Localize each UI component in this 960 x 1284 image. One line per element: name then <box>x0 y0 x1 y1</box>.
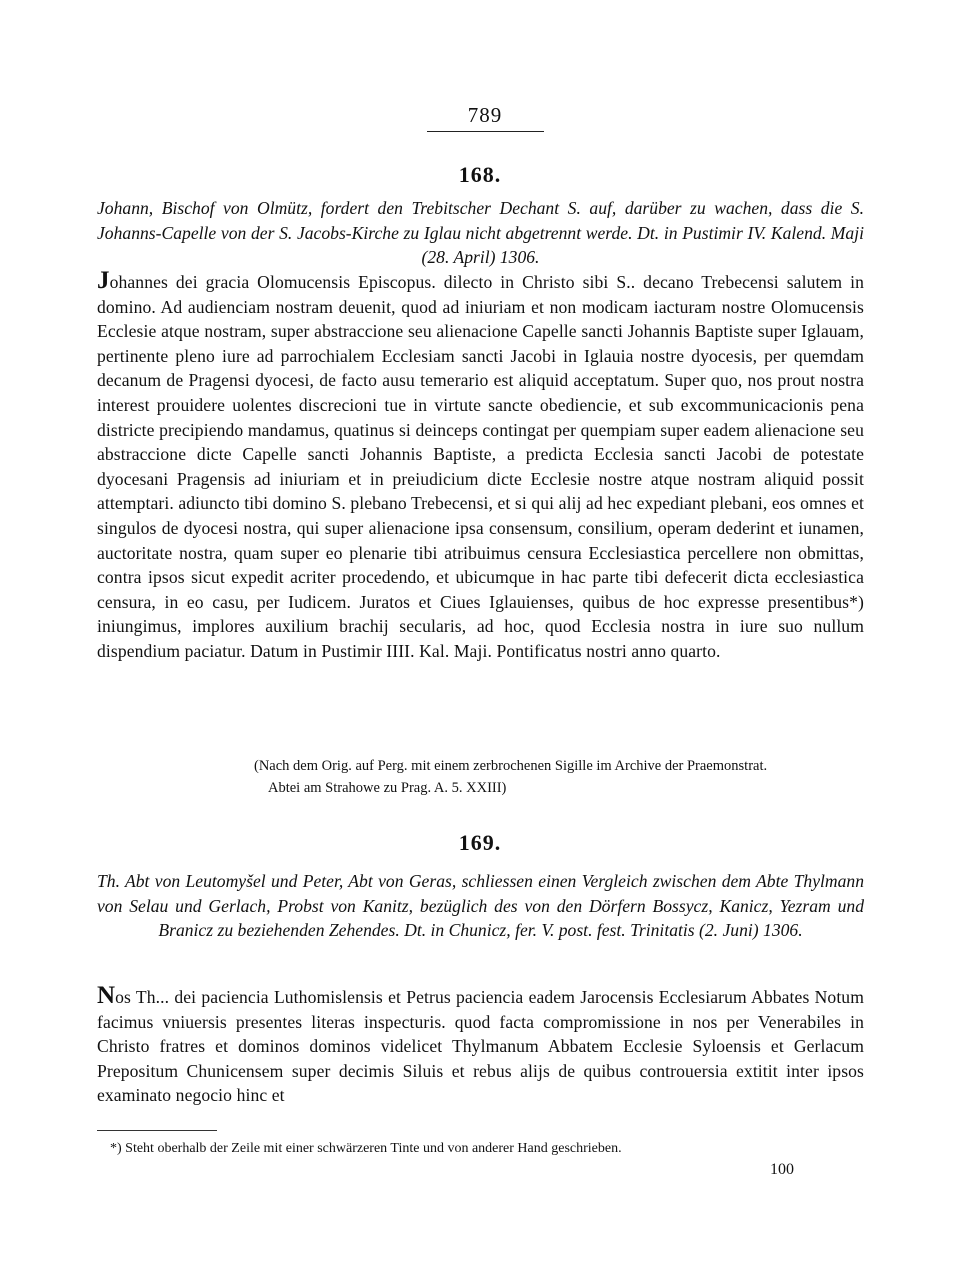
header-rule <box>427 131 544 132</box>
source-note-line: Abtei am Strahowe zu Prag. A. 5. XXIII) <box>268 779 507 796</box>
signature-mark: 100 <box>770 1161 794 1178</box>
document-number: 168. <box>458 162 502 187</box>
footnote: *) Steht oberhalb der Zeile mit einer schwärzeren Tinte und von anderer Hand geschrieben. <box>110 1141 622 1156</box>
document-text-body: ohannes dei gracia Olomucensis Episcopus. dilecto in Christo sibi S.. decano Trebecensi salutem in domino. Ad audienciam nostram deuenit, quod ad iniuriam et non modicam iacturam nostre Olomucensis Ecclesie atque nostram, super abstraccione seu alienacione Capelle sancti Johannis Baptiste super Iglauam, pertinente pleno iure ad parrochialem Ecclesiam sancti Jacobi in Iglauia nostre dyocesis, per quemdam decanum de Pragensi dyocesi, de facto ausu temerario est aliquid acceptatum. Super quo, nos prout nostra interest prouidere uolentes discrecioni tue in virtute sancte obediencie, et sub excommunicacionis pena districte precipiendo mandamus, quatinus si deinceps contingat per quempiam super eadem alienacione seu abstraccione dicte Capelle sancti Johannis Baptiste, a predicta Ecclesia sancti Jacobi de potestate dyocesani Pragensis ad iniuriam et in preiudicium dicte Ecclesie nostre atque nostram aliquid possit attemptari. adiuncto tibi domino S. plebano Trebecensi, et si qui alij ad hec expediant plebani, eos omnes et singulos de dyocesi nostra, qui super alienacione ipsa consensum, consilium, operam dederint et iunamen, auctoritate nostra, quam super eo plenarie tibi atribuimus censura Ecclesiastica percellere non obmittas, contra ipsos sicut expedit acriter procedendo, et ubicumque in hac parte tibi defecerit dicta ecclesiastica censura, in eo casu, per Iudicem. Juratos et Ciues Iglauienses, quibus de hoc expresse presentibus*) iniungimus, implores auxilium brachij secularis, ad hoc, quod Ecclesia nostra in iure suo nullum dispendium paciatur. Datum in Pustimir IIII. Kal. Maji. Pontificatus nostri anno quarto. <box>97 272 864 661</box>
document-text <box>97 267 864 664</box>
source-note <box>254 756 868 799</box>
document-regest: Johann, Bischof von Olmütz, fordert den Trebitscher Dechant S. auf, darüber zu wachen, dass die S. Johanns-Capelle von der S. Jacobs-Kirche zu Iglau nicht abgetrennt werde. Dt. in Pustimir IV. Kalend. Maji (28. April) 1306. <box>97 198 864 267</box>
footnote-rule <box>97 1130 217 1131</box>
initial-letter: J <box>97 267 110 294</box>
document-number: 169. <box>458 830 502 855</box>
source-note-line: (Nach dem Orig. auf Perg. mit einem zerbrochenen Sigille im Archive der Praemonstrat. <box>254 758 768 774</box>
document-regest: Th. Abt von Leutomyšel und Peter, Abt von Geras, schliessen einen Vergleich zwischen dem Abte Thylmann von Selau und Gerlach, Probst von Kanitz, bezüglich des von den Dörfern Bossycz, Kanicz, Yezram und Branicz zu beziehenden Zehendes. Dt. in Chunicz, fer. V. post. fest. Trinitatis (2. Juni) 1306. <box>97 871 864 940</box>
document-text-body: os Th... dei paciencia Luthomislensis et Petrus paciencia eadem Jarocensis Ecclesiarum Abbates Notum facimus vniuersis presentes literas inspecturis. quod facta compromissione in nos per Venerabiles in Christo fratres et dominos dominos videlicet Thylmanum Abbatem Ecclesie Syloensis et Gerlacum Prepositum Chunicensem super decimis Siluis et rebus alijs de quibus controuersia extitit inter ipsos examinato negocio hinc et <box>97 987 864 1106</box>
page-number: 789 <box>467 103 503 127</box>
document-text <box>97 982 864 1108</box>
initial-letter: N <box>97 982 116 1009</box>
